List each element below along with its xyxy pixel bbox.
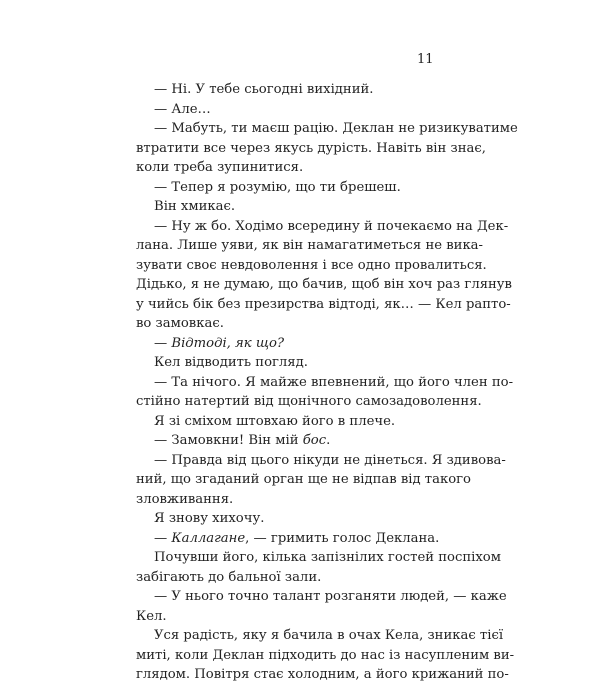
paragraph (136, 431, 432, 451)
text-line (136, 314, 432, 334)
page-number: 11 (417, 52, 434, 67)
text-run: — Ні. У тебе сьогодні вихідний. (154, 82, 374, 97)
text-line (136, 373, 514, 393)
text-run: — Але… (154, 101, 211, 117)
text-run: — Тепер я розумію, що ти брешеш. (154, 179, 401, 195)
text-run: зувати своє невдоволення і все одно провалиться. (136, 257, 487, 273)
text-line (136, 197, 432, 217)
text-run: Він хмикає. (154, 199, 236, 214)
text-run: лана. Лише уяви, як він намагатиметься не вика- (136, 238, 484, 253)
text-run: — Та нічого. Я майже впевнений, що його член по- (154, 374, 514, 390)
text-run: Дідько, я не думаю, що бачив, щоб він хоч раз глянув (136, 277, 512, 292)
text-line (136, 568, 432, 588)
text-line (136, 431, 432, 451)
text-line (136, 392, 482, 412)
text-line (136, 509, 432, 529)
text-run: Я знову хихочу. (154, 511, 265, 526)
paragraph (136, 451, 506, 510)
text-run: — Правда від цього нікуди не дінеться. Я здивова- (154, 452, 506, 468)
text-run: — (154, 530, 172, 546)
text-line (136, 100, 432, 120)
text-run: во замовкає. (136, 316, 224, 331)
text-line (136, 256, 487, 276)
paragraph (136, 587, 507, 626)
text-line (136, 139, 486, 159)
paragraph (136, 119, 518, 178)
text-run: — У нього точно талант розганяти людей, — каже (154, 589, 507, 604)
text-run: забігають до бальної зали. (136, 569, 322, 585)
text-line (136, 451, 506, 471)
text-line (136, 158, 432, 178)
text-line (136, 119, 518, 139)
paragraph (136, 412, 432, 432)
paragraph (136, 509, 432, 529)
paragraph (136, 529, 440, 549)
text-run: Уся радість, яку я бачила в очах Кела, зникає тієї (154, 628, 504, 643)
text-line (136, 607, 432, 627)
text-line (136, 236, 484, 256)
text-line (136, 353, 432, 373)
paragraph (136, 548, 501, 587)
body-text (136, 80, 518, 685)
text-line (136, 529, 440, 549)
text-run: миті, коли Деклан підходить до нас із насупленим ви- (136, 647, 515, 663)
text-line (136, 646, 515, 666)
text-line (136, 587, 507, 607)
text-line (136, 275, 512, 295)
text-line (136, 490, 432, 510)
text-run: ний, що згаданий орган ще не відпав від такого (136, 472, 471, 487)
text-run: зловживання. (136, 491, 234, 507)
text-run: Почувши його, кілька запізнілих гостей поспіхом (154, 550, 501, 565)
text-line (136, 295, 511, 315)
text-run: — Ну ж бо. Ходімо всередину й почекаємо на Дек- (154, 218, 509, 234)
text-line (136, 80, 432, 100)
paragraph (136, 217, 512, 334)
text-run: — Замовкни! Він мій (154, 433, 303, 448)
paragraph (136, 178, 432, 198)
text-line (136, 665, 509, 685)
text-run: Кел. (136, 608, 167, 624)
paragraph (136, 80, 432, 100)
text-line (136, 217, 509, 237)
italic-text: Відтоді, як що? (171, 335, 285, 351)
text-run: — (154, 335, 172, 351)
paragraph (136, 100, 432, 120)
text-run: стійно натертий від щонічного самозадоволення. (136, 394, 482, 409)
text-line (136, 470, 471, 490)
text-run: , — гримить голос Деклана. (245, 530, 440, 546)
text-line (136, 548, 501, 568)
text-run: глядом. Повітря стає холодним, а його крижаний по- (136, 667, 509, 682)
text-run: втратити все через якусь дурість. Навіть він знає, (136, 140, 486, 156)
text-run: Я зі сміхом штовхаю його в плече. (154, 413, 396, 429)
paragraph (136, 197, 432, 217)
text-run: Кел відводить погляд. (154, 355, 308, 370)
text-run: у чийсь бік без презирства відтоді, як… — Кел рапто- (136, 296, 511, 312)
text-line (136, 412, 432, 432)
text-run: — Мабуть, ти маєш рацію. Деклан не ризикуватиме (154, 121, 518, 136)
text-line (136, 626, 504, 646)
italic-text: бос (302, 433, 327, 448)
paragraph (136, 373, 514, 412)
text-run: . (326, 433, 331, 448)
paragraph (136, 626, 515, 685)
paragraph (136, 334, 432, 354)
text-line (136, 334, 432, 354)
italic-text: Каллагане (171, 530, 246, 546)
text-line (136, 178, 432, 198)
text-run: коли треба зупинитися. (136, 160, 304, 175)
paragraph (136, 353, 432, 373)
